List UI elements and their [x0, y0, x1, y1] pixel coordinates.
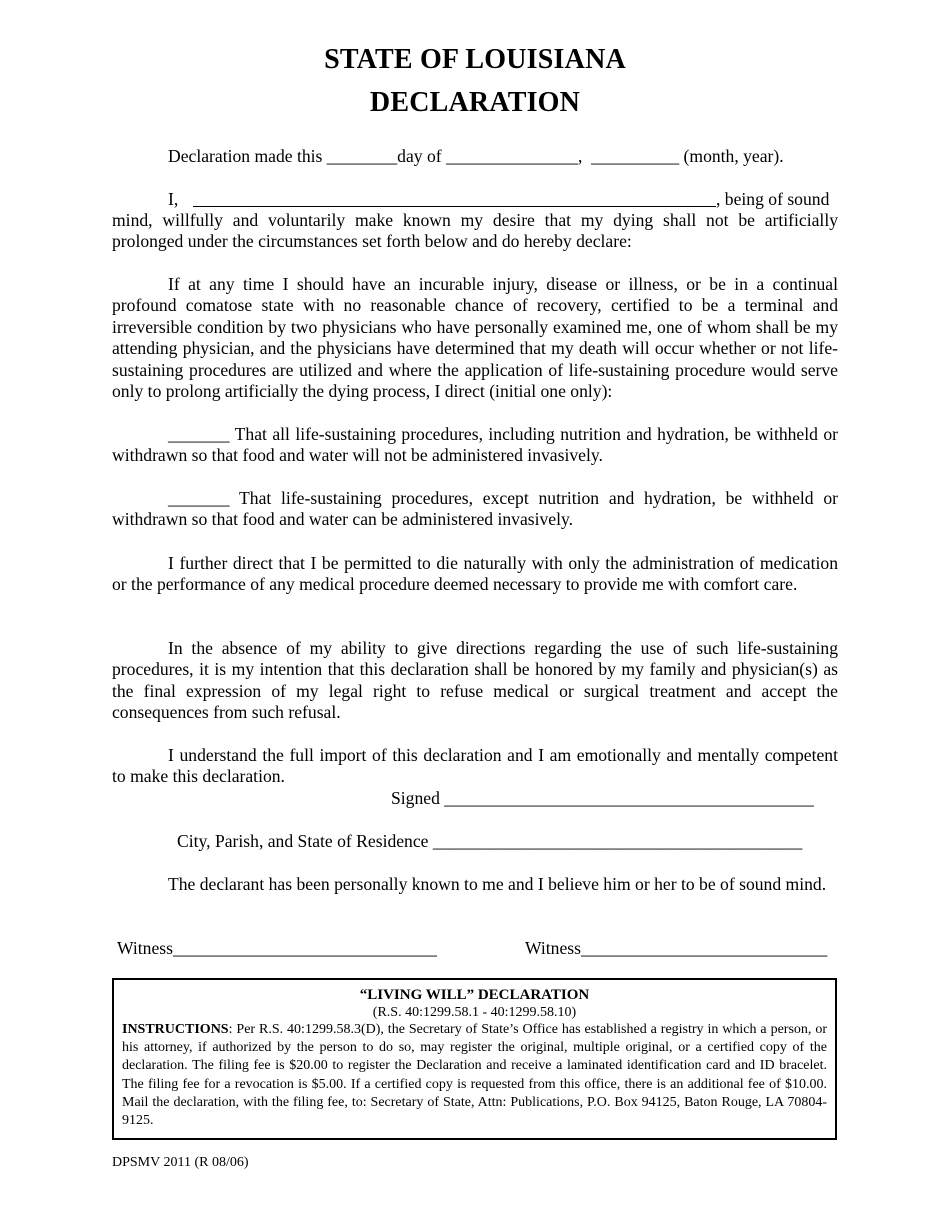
understanding-paragraph: I understand the full import of this declaration and I am emotionally and mentally competent to make this declaration. — [112, 745, 838, 787]
incurable-paragraph: If at any time I should have an incurable injury, disease or illness, or be in a continual profound comatose state with no reasonable chance of recovery, certified to be a terminal and irreversible condition by two physicians who have personally examined me, one of whom shall be my attending physician, and the physicians have determined that my death will occur whether or not life-sustaining procedures are utilized and where the application of life-sustaining procedure would serve only to prolong artificially the dying process, I direct (initial one only): — [112, 274, 838, 402]
form-id: DPSMV 2011 (R 08/06) — [112, 1155, 249, 1170]
witness-right-line[interactable]: Witness____________________________ — [525, 938, 828, 958]
option-withhold-all: _______ That all life-sustaining procedures, including nutrition and hydration, be withheld or withdrawn so that food and water will not be administered invasively. — [112, 424, 838, 466]
declarant-name-field[interactable] — [193, 188, 716, 207]
instructions-box-title: “LIVING WILL” DECLARATION — [359, 987, 590, 1003]
instructions-box — [112, 978, 837, 1140]
instructions-box-citation: (R.S. 40:1299.58.1 - 40:1299.58.10) — [372, 1005, 577, 1020]
declarant-tail: , being of sound — [716, 189, 830, 209]
witness-statement: The declarant has been personally known to me and I believe him or her to be of sound mind. — [168, 874, 827, 894]
witness-left-line[interactable]: Witness______________________________ — [117, 938, 437, 958]
declaration-date-line: Declaration made this ________day of _______________, __________ (month, year). — [168, 146, 784, 166]
absence-paragraph: In the absence of my ability to give directions regarding the use of such life-sustaining procedures, it is my intention that this declaration shall be honored by my family and physician(s) as the final expression of my legal right to refuse medical or surgical treatment and accept the consequences from such refusal. — [112, 638, 838, 723]
declarant-continuation: mind, willfully and voluntarily make known my desire that my dying shall not be artificially prolonged under the circumstances set forth below and do hereby declare: — [112, 210, 838, 252]
option-except-nutrition: _______ That life-sustaining procedures, except nutrition and hydration, be withheld or withdrawn so that food and water can be administered invasively. — [112, 488, 838, 530]
instructions-label: INSTRUCTIONS — [122, 1022, 229, 1037]
document-title: DECLARATION — [369, 87, 581, 118]
declarant-lead: I, — [168, 189, 179, 209]
state-heading: STATE OF LOUISIANA — [324, 44, 626, 75]
comfort-care-paragraph: I further direct that I be permitted to die naturally with only the administration of medication or the performance of any medical procedure deemed necessary to provide me with comfort care. — [112, 553, 838, 595]
residence-line[interactable]: City, Parish, and State of Residence __________________________________________ — [177, 831, 803, 851]
instructions-text: INSTRUCTIONS: Per R.S. 40:1299.58.3(D), the Secretary of State’s Office has established a registry in which a person, or his attorney, if authorized by the person to do so, may register the original, multiple original, or a certified copy of the declaration. The filing fee is $20.00 to register the Declaration and receive a laminated identification card and ID bracelet. The filing fee for a revocation is $5.00. If a certified copy is requested from this office, there is an additional fee of $10.00. Mail the declaration, with the filing fee, to: Secretary of State, Attn: Publications, P.O. Box 94125, Baton Rouge, LA 70804-9125. — [122, 1022, 827, 1129]
signed-line[interactable]: Signed __________________________________________ — [391, 788, 814, 808]
